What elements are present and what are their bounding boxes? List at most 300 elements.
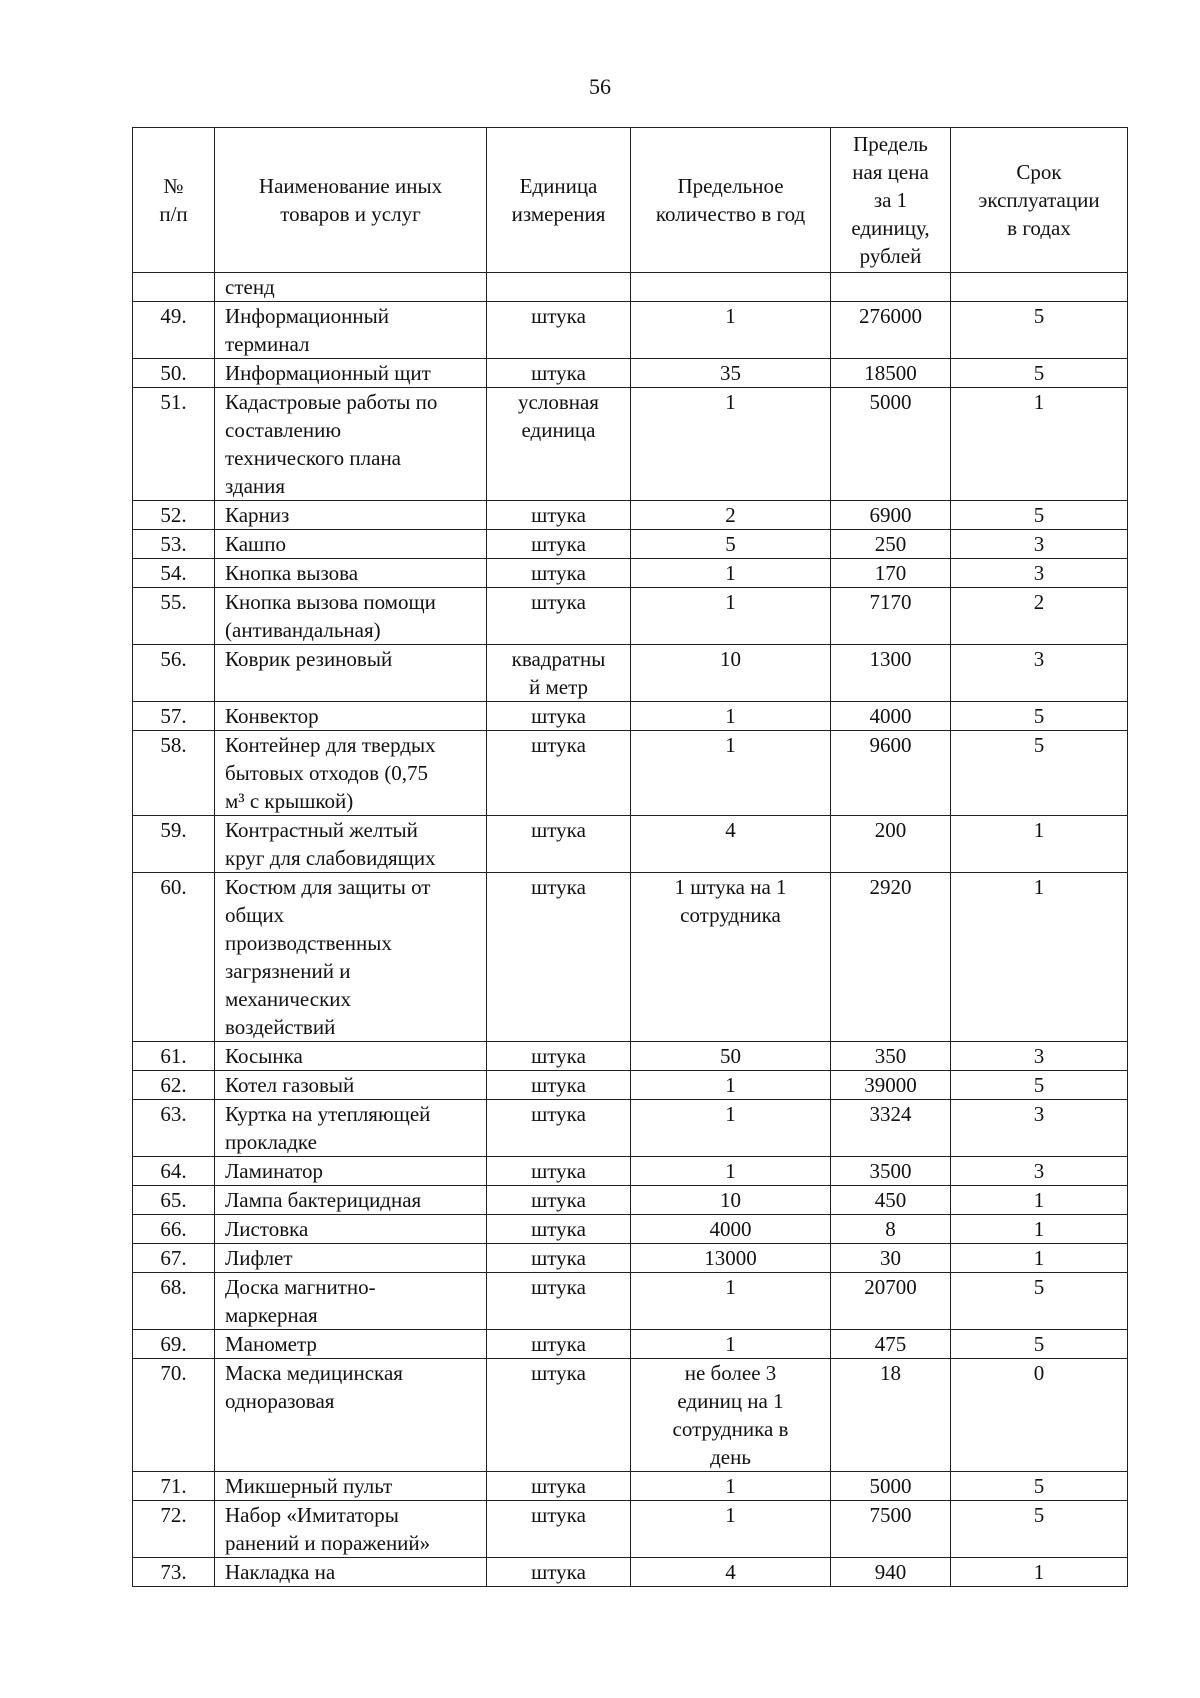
text-line: штука <box>531 1159 586 1183</box>
text-line: м³ с крышкой) <box>225 789 354 813</box>
cell-name <box>215 1330 487 1359</box>
cell-qty <box>631 1042 831 1071</box>
text-line: й метр <box>528 675 589 699</box>
cell-price: 20700 <box>831 1273 951 1330</box>
cell-unit <box>487 501 631 530</box>
text-line: эксплуатации <box>978 188 1100 212</box>
text-line: прокладке <box>225 1130 317 1154</box>
table-row <box>133 530 1128 559</box>
cell-unit <box>487 1472 631 1501</box>
text-line: 4 <box>725 1560 736 1584</box>
text-line: маркерная <box>225 1303 318 1327</box>
text-line: (антивандальная) <box>225 618 381 642</box>
cell-num: 69. <box>133 1330 215 1359</box>
table-header-row <box>133 128 1128 273</box>
cell-num: 54. <box>133 559 215 588</box>
cell-qty <box>631 1330 831 1359</box>
text-line: 4000 <box>709 1217 752 1241</box>
text-line: штука <box>531 1560 586 1584</box>
text-line: Кадастровые работы по <box>225 390 438 414</box>
cell-num: 58. <box>133 731 215 816</box>
text-line: единица <box>521 418 596 442</box>
cell-price <box>831 273 951 302</box>
cell-num: 71. <box>133 1472 215 1501</box>
cell-qty <box>631 1472 831 1501</box>
cell-name <box>215 559 487 588</box>
text-line: штука <box>531 561 586 585</box>
cell-price: 8 <box>831 1215 951 1244</box>
cell-name <box>215 873 487 1042</box>
text-line: 1 <box>725 1474 736 1498</box>
table-row <box>133 731 1128 816</box>
header-qty <box>631 128 831 273</box>
text-line: Кашпо <box>225 532 286 556</box>
cell-num: 67. <box>133 1244 215 1273</box>
cell-unit <box>487 1330 631 1359</box>
text-line: 1 <box>725 1159 736 1183</box>
cell-qty <box>631 559 831 588</box>
text-line: 1 <box>725 304 736 328</box>
text-line: Котел газовый <box>225 1073 355 1097</box>
text-line: круг для слабовидящих <box>225 846 436 870</box>
text-line: 1 <box>725 590 736 614</box>
cell-life: 5 <box>951 1330 1128 1359</box>
text-line: 1 <box>725 1503 736 1527</box>
table-row <box>133 1330 1128 1359</box>
cell-price: 350 <box>831 1042 951 1071</box>
cell-price: 39000 <box>831 1071 951 1100</box>
cell-life: 5 <box>951 1501 1128 1558</box>
cell-life: 1 <box>951 388 1128 501</box>
text-line: производственных <box>225 931 392 955</box>
text-line: товаров и услуг <box>280 202 421 226</box>
text-line: Набор «Имитаторы <box>225 1503 399 1527</box>
cell-life: 5 <box>951 1472 1128 1501</box>
cell-num: 52. <box>133 501 215 530</box>
cell-unit <box>487 273 631 302</box>
text-line: штука <box>531 1188 586 1212</box>
text-line: не более 3 <box>684 1361 777 1385</box>
cell-qty <box>631 588 831 645</box>
table-row <box>133 559 1128 588</box>
cell-life <box>951 273 1128 302</box>
cell-life: 1 <box>951 1215 1128 1244</box>
table-row <box>133 1472 1128 1501</box>
table-row <box>133 1042 1128 1071</box>
text-line: Костюм для защиты от <box>225 875 431 899</box>
cell-life: 1 <box>951 1244 1128 1273</box>
cell-num: 49. <box>133 302 215 359</box>
cell-num: 51. <box>133 388 215 501</box>
text-line: 1 <box>725 704 736 728</box>
cell-num: 59. <box>133 816 215 873</box>
cell-unit <box>487 702 631 731</box>
text-line: штука <box>531 818 586 842</box>
cell-price: 3500 <box>831 1157 951 1186</box>
text-line: 1 <box>725 733 736 757</box>
cell-num: 63. <box>133 1100 215 1157</box>
text-line: штука <box>531 1217 586 1241</box>
text-line: Листовка <box>225 1217 309 1241</box>
text-line: механических <box>225 987 352 1011</box>
text-line: Информационный <box>225 304 389 328</box>
cell-unit <box>487 559 631 588</box>
cell-life: 1 <box>951 873 1128 1042</box>
text-line: Коврик резиновый <box>225 647 393 671</box>
cell-num: 57. <box>133 702 215 731</box>
text-line: штука <box>531 590 586 614</box>
cell-name <box>215 1215 487 1244</box>
text-line: ранений и поражений» <box>225 1531 431 1555</box>
cell-life: 1 <box>951 816 1128 873</box>
cell-name <box>215 1157 487 1186</box>
text-line: единицу, <box>851 216 930 240</box>
table-row <box>133 1186 1128 1215</box>
cell-price: 3324 <box>831 1100 951 1157</box>
cell-price: 5000 <box>831 1472 951 1501</box>
cell-num: 70. <box>133 1359 215 1472</box>
cell-qty <box>631 530 831 559</box>
text-line: 1 <box>725 390 736 414</box>
cell-num: 73. <box>133 1558 215 1587</box>
text-line: 1 штука на 1 <box>674 875 787 899</box>
text-line: стенд <box>225 275 275 299</box>
cell-unit <box>487 1186 631 1215</box>
text-line: воздействий <box>225 1015 336 1039</box>
table-row <box>133 302 1128 359</box>
text-line: штука <box>531 1102 586 1126</box>
text-line: штука <box>531 1332 586 1356</box>
text-line: 1 <box>725 1332 736 1356</box>
cell-qty <box>631 1359 831 1472</box>
table-body <box>133 273 1128 1587</box>
cell-life: 3 <box>951 645 1128 702</box>
cell-name <box>215 1071 487 1100</box>
text-line: 35 <box>720 361 741 385</box>
cell-price: 475 <box>831 1330 951 1359</box>
cell-num: 65. <box>133 1186 215 1215</box>
text-line: здания <box>225 474 286 498</box>
cell-num <box>133 273 215 302</box>
cell-life: 0 <box>951 1359 1128 1472</box>
cell-life: 5 <box>951 302 1128 359</box>
text-line: 10 <box>720 647 741 671</box>
goods-table <box>132 127 1128 1587</box>
page-number: 56 <box>589 74 611 99</box>
text-line: количество в год <box>655 202 806 226</box>
text-line: Предель <box>853 132 928 156</box>
text-line: штука <box>531 1503 586 1527</box>
cell-name <box>215 359 487 388</box>
cell-qty <box>631 1215 831 1244</box>
text-line: Маска медицинская <box>225 1361 403 1385</box>
cell-num: 68. <box>133 1273 215 1330</box>
text-line: день <box>710 1445 751 1469</box>
cell-unit <box>487 1042 631 1071</box>
cell-num: 55. <box>133 588 215 645</box>
cell-name <box>215 501 487 530</box>
table-row <box>133 702 1128 731</box>
text-line: штука <box>531 361 586 385</box>
table-row <box>133 1273 1128 1330</box>
cell-qty <box>631 1157 831 1186</box>
cell-num: 61. <box>133 1042 215 1071</box>
text-line: Единица <box>519 174 598 198</box>
cell-num: 60. <box>133 873 215 1042</box>
text-line: единиц на 1 <box>677 1389 784 1413</box>
cell-qty <box>631 702 831 731</box>
cell-qty <box>631 501 831 530</box>
text-line: Срок <box>1016 160 1062 184</box>
cell-qty <box>631 359 831 388</box>
cell-price: 250 <box>831 530 951 559</box>
text-line: квадратны <box>511 647 606 671</box>
cell-name <box>215 1244 487 1273</box>
text-line: штука <box>531 532 586 556</box>
cell-life: 3 <box>951 1042 1128 1071</box>
cell-life: 3 <box>951 1100 1128 1157</box>
text-line: сотрудника <box>680 903 781 927</box>
cell-life: 5 <box>951 359 1128 388</box>
cell-life: 5 <box>951 1071 1128 1100</box>
cell-name <box>215 530 487 559</box>
table-row <box>133 1558 1128 1587</box>
text-line: сотрудника в <box>672 1417 789 1441</box>
table-row <box>133 645 1128 702</box>
cell-life: 3 <box>951 530 1128 559</box>
text-line: штука <box>531 1275 586 1299</box>
cell-price: 940 <box>831 1558 951 1587</box>
cell-price: 9600 <box>831 731 951 816</box>
text-line: штука <box>531 503 586 527</box>
text-line: Контейнер для твердых <box>225 733 436 757</box>
text-line: технического плана <box>225 446 401 470</box>
cell-name <box>215 1042 487 1071</box>
cell-unit <box>487 588 631 645</box>
cell-qty <box>631 273 831 302</box>
text-line: условная <box>518 390 599 414</box>
text-line: Лампа бактерицидная <box>225 1188 422 1212</box>
cell-qty <box>631 1186 831 1215</box>
cell-num: 64. <box>133 1157 215 1186</box>
cell-life: 1 <box>951 1558 1128 1587</box>
cell-unit <box>487 1244 631 1273</box>
text-line: бытовых отходов (0,75 <box>225 761 429 785</box>
cell-name <box>215 388 487 501</box>
cell-name <box>215 816 487 873</box>
cell-name <box>215 702 487 731</box>
cell-life: 5 <box>951 1273 1128 1330</box>
table-row <box>133 359 1128 388</box>
text-line: штука <box>531 733 586 757</box>
cell-qty <box>631 1273 831 1330</box>
header-num <box>133 128 215 273</box>
cell-life: 5 <box>951 501 1128 530</box>
text-line: ная цена <box>852 160 929 184</box>
cell-name <box>215 1100 487 1157</box>
cell-price: 5000 <box>831 388 951 501</box>
table-row <box>133 388 1128 501</box>
table-row <box>133 1244 1128 1273</box>
cell-unit <box>487 359 631 388</box>
cell-price: 4000 <box>831 702 951 731</box>
cell-unit <box>487 1100 631 1157</box>
cell-name <box>215 588 487 645</box>
cell-life: 2 <box>951 588 1128 645</box>
text-line: штука <box>531 1474 586 1498</box>
table-row <box>133 1215 1128 1244</box>
table-row <box>133 273 1128 302</box>
cell-unit <box>487 731 631 816</box>
cell-unit <box>487 645 631 702</box>
text-line: за 1 <box>873 188 908 212</box>
cell-name <box>215 1186 487 1215</box>
cell-name <box>215 302 487 359</box>
text-line: штука <box>531 1361 586 1385</box>
text-line: Кнопка вызова <box>225 561 359 585</box>
cell-unit <box>487 302 631 359</box>
cell-qty <box>631 1558 831 1587</box>
text-line: штука <box>531 1246 586 1270</box>
header-name <box>215 128 487 273</box>
cell-qty <box>631 1244 831 1273</box>
cell-price: 30 <box>831 1244 951 1273</box>
text-line: терминал <box>225 332 310 356</box>
text-line: 13000 <box>704 1246 757 1270</box>
cell-life: 3 <box>951 559 1128 588</box>
cell-unit <box>487 1157 631 1186</box>
cell-name <box>215 645 487 702</box>
cell-qty <box>631 731 831 816</box>
header-life <box>951 128 1128 273</box>
cell-name <box>215 1359 487 1472</box>
text-line: составлению <box>225 418 342 442</box>
text-line: Ламинатор <box>225 1159 324 1183</box>
cell-price: 18 <box>831 1359 951 1472</box>
text-line: штука <box>531 1044 586 1068</box>
cell-qty <box>631 816 831 873</box>
text-line: Доска магнитно- <box>225 1275 376 1299</box>
table-row <box>133 1071 1128 1100</box>
cell-price: 170 <box>831 559 951 588</box>
cell-num: 62. <box>133 1071 215 1100</box>
text-line: штука <box>531 704 586 728</box>
table-row <box>133 1100 1128 1157</box>
cell-num: 53. <box>133 530 215 559</box>
table-row <box>133 501 1128 530</box>
cell-price: 7500 <box>831 1501 951 1558</box>
text-line: Манометр <box>225 1332 317 1356</box>
text-line: 5 <box>725 532 736 556</box>
table-row <box>133 1501 1128 1558</box>
table-row <box>133 1157 1128 1186</box>
table-row <box>133 588 1128 645</box>
text-line: 1 <box>725 1073 736 1097</box>
cell-qty <box>631 302 831 359</box>
cell-name <box>215 273 487 302</box>
cell-num: 66. <box>133 1215 215 1244</box>
text-line: измерения <box>511 202 606 226</box>
text-line: Куртка на утепляющей <box>225 1102 431 1126</box>
text-line: рублей <box>859 244 922 268</box>
cell-qty <box>631 1071 831 1100</box>
cell-price: 7170 <box>831 588 951 645</box>
text-line: Косынка <box>225 1044 303 1068</box>
cell-unit <box>487 1215 631 1244</box>
text-line: загрязнений и <box>225 959 351 983</box>
text-line: штука <box>531 304 586 328</box>
cell-unit <box>487 816 631 873</box>
text-line: Кнопка вызова помощи <box>225 590 436 614</box>
cell-price: 1300 <box>831 645 951 702</box>
cell-price: 18500 <box>831 359 951 388</box>
text-line: Накладка на <box>225 1560 336 1584</box>
cell-unit <box>487 1558 631 1587</box>
text-line: 4 <box>725 818 736 842</box>
text-line: 1 <box>725 1102 736 1126</box>
text-line: штука <box>531 1073 586 1097</box>
text-line: Лифлет <box>225 1246 293 1270</box>
table-row <box>133 1359 1128 1472</box>
text-line: 1 <box>725 1275 736 1299</box>
text-line: Конвектор <box>225 704 319 728</box>
cell-unit <box>487 1273 631 1330</box>
cell-num: 72. <box>133 1501 215 1558</box>
cell-qty <box>631 873 831 1042</box>
cell-name <box>215 1472 487 1501</box>
text-line: Микшерный пульт <box>225 1474 393 1498</box>
cell-life: 3 <box>951 1157 1128 1186</box>
cell-num: 56. <box>133 645 215 702</box>
text-line: в годах <box>1007 216 1071 240</box>
text-line: Предельное <box>677 174 784 198</box>
text-line: п/п <box>159 202 188 226</box>
cell-life: 5 <box>951 731 1128 816</box>
cell-unit <box>487 1501 631 1558</box>
cell-life: 1 <box>951 1186 1128 1215</box>
text-line: № <box>163 174 184 198</box>
text-line: 1 <box>725 561 736 585</box>
text-line: Информационный щит <box>225 361 431 385</box>
cell-qty <box>631 388 831 501</box>
cell-qty <box>631 1501 831 1558</box>
cell-num: 50. <box>133 359 215 388</box>
cell-name <box>215 1558 487 1587</box>
text-line: Контрастный желтый <box>225 818 418 842</box>
header-unit <box>487 128 631 273</box>
cell-price: 276000 <box>831 302 951 359</box>
cell-price: 2920 <box>831 873 951 1042</box>
cell-name <box>215 1273 487 1330</box>
cell-unit <box>487 1359 631 1472</box>
cell-unit <box>487 1071 631 1100</box>
text-line: Наименование иных <box>258 174 443 198</box>
text-line: одноразовая <box>225 1389 335 1413</box>
cell-unit <box>487 530 631 559</box>
cell-price: 200 <box>831 816 951 873</box>
cell-name <box>215 1501 487 1558</box>
cell-unit <box>487 873 631 1042</box>
cell-price: 450 <box>831 1186 951 1215</box>
text-line: 2 <box>725 503 736 527</box>
cell-qty <box>631 645 831 702</box>
cell-name <box>215 731 487 816</box>
text-line: штука <box>531 875 586 899</box>
cell-price: 6900 <box>831 501 951 530</box>
cell-unit <box>487 388 631 501</box>
text-line: общих <box>225 903 285 927</box>
cell-qty <box>631 1100 831 1157</box>
